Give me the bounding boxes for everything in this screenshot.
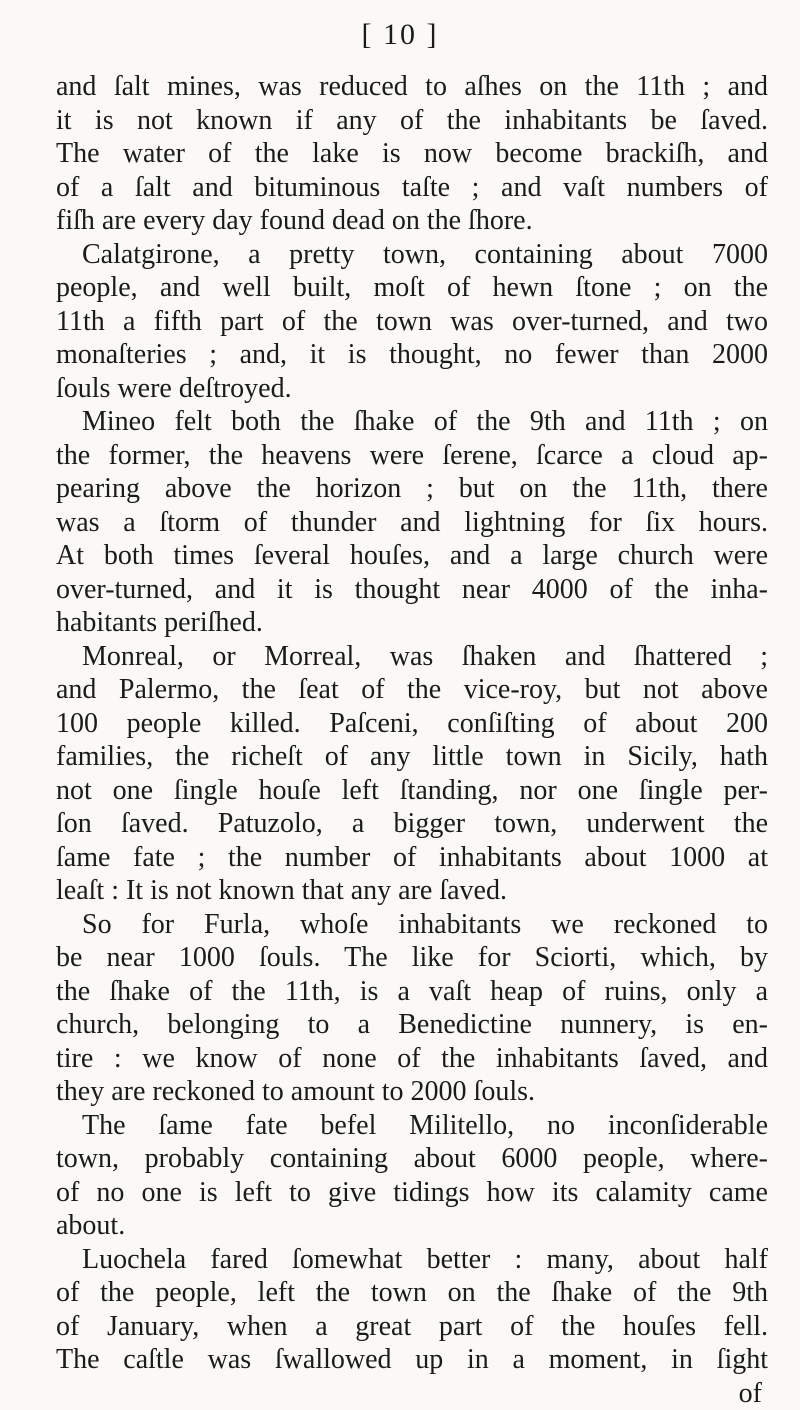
text-line: and Palermo, the ſeat of the vice-roy, but not above [56, 673, 768, 707]
text-line: The water of the lake is now become brackiſh, and [56, 137, 768, 171]
text-line: church, belonging to a Benedictine nunnery, is en- [56, 1008, 768, 1042]
text-line: ſon ſaved. Patuzolo, a bigger town, underwent the [56, 807, 768, 841]
text-line: pearing above the horizon ; but on the 11th, there [56, 472, 768, 506]
text-line: not one ſingle houſe left ſtanding, nor one ſingle per- [56, 774, 768, 808]
text-line: ſame fate ; the number of inhabitants about 1000 at [56, 841, 768, 875]
catchword: of [56, 1377, 768, 1410]
text-line: town, probably containing about 6000 people, where- [56, 1142, 768, 1176]
text-line: fiſh are every day found dead on the ſhore. [56, 204, 768, 238]
text-line: the former, the heavens were ſerene, ſcarce a cloud ap- [56, 439, 768, 473]
page-number: [ 10 ] [0, 18, 800, 52]
body-text [56, 70, 768, 1410]
text-line: families, the richeſt of any little town in Sicily, hath [56, 740, 768, 774]
text-line: leaſt : It is not known that any are ſaved. [56, 874, 768, 908]
text-line: was a ſtorm of thunder and lightning for ſix hours. [56, 506, 768, 540]
text-line: 100 people killed. Paſceni, conſiſting of about 200 [56, 707, 768, 741]
text-line: monaſteries ; and, it is thought, no fewer than 2000 [56, 338, 768, 372]
text-line: The caſtle was ſwallowed up in a moment, in ſight [56, 1343, 768, 1377]
text-line: over-turned, and it is thought near 4000 of the inha- [56, 573, 768, 607]
text-line: The ſame fate befel Militello, no inconſiderable [56, 1109, 768, 1143]
text-line: Monreal, or Morreal, was ſhaken and ſhattered ; [56, 640, 768, 674]
text-line: of January, when a great part of the houſes fell. [56, 1310, 768, 1344]
text-line: they are reckoned to amount to 2000 ſouls. [56, 1075, 768, 1109]
text-line: So for Furla, whoſe inhabitants we reckoned to [56, 908, 768, 942]
text-line: of a ſalt and bituminous taſte ; and vaſt numbers of [56, 171, 768, 205]
text-line: ſouls were deſtroyed. [56, 372, 768, 406]
text-line: be near 1000 ſouls. The like for Sciorti, which, by [56, 941, 768, 975]
text-line: At both times ſeveral houſes, and a large church were [56, 539, 768, 573]
text-line: and ſalt mines, was reduced to aſhes on the 11th ; and [56, 70, 768, 104]
text-line: about. [56, 1209, 768, 1243]
text-line: of the people, left the town on the ſhake of the 9th [56, 1276, 768, 1310]
text-line: Calatgirone, a pretty town, containing about 7000 [56, 238, 768, 272]
text-line: Mineo felt both the ſhake of the 9th and 11th ; on [56, 405, 768, 439]
text-line: the ſhake of the 11th, is a vaſt heap of ruins, only a [56, 975, 768, 1009]
text-line: it is not known if any of the inhabitants be ſaved. [56, 104, 768, 138]
text-line: Luochela fared ſomewhat better : many, about half [56, 1243, 768, 1277]
text-line: habitants periſhed. [56, 606, 768, 640]
text-line: 11th a fifth part of the town was over-turned, and two [56, 305, 768, 339]
text-line: of no one is left to give tidings how its calamity came [56, 1176, 768, 1210]
text-line: tire : we know of none of the inhabitants ſaved, and [56, 1042, 768, 1076]
text-line: people, and well built, moſt of hewn ſtone ; on the [56, 271, 768, 305]
